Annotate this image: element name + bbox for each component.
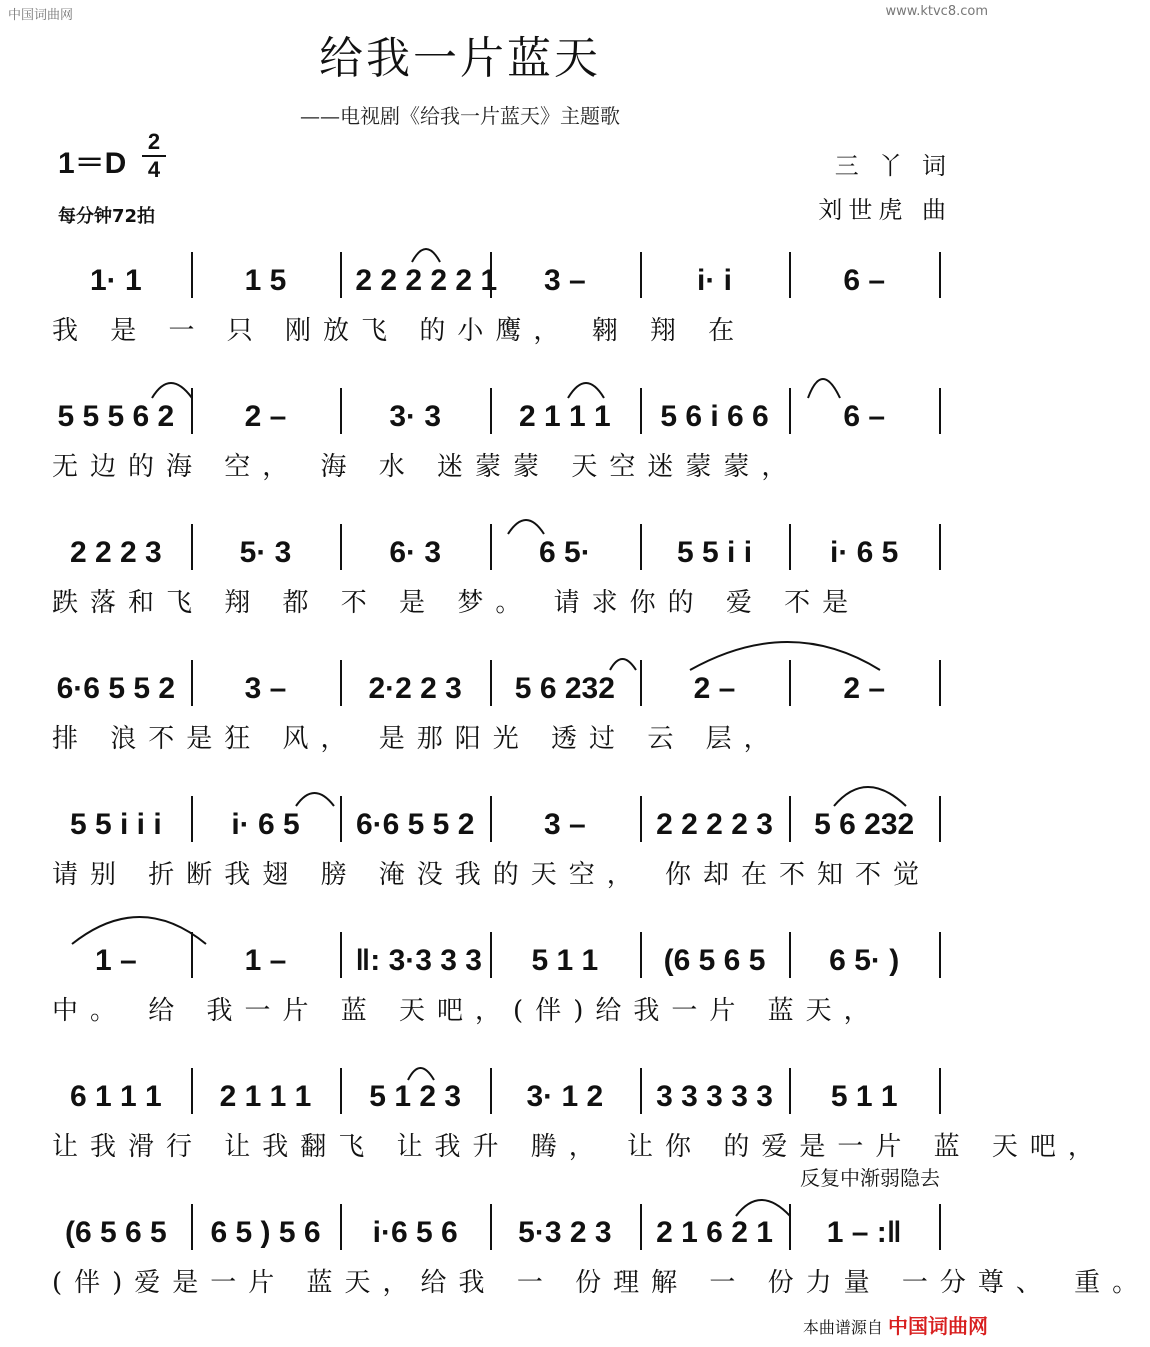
bar-line <box>640 1068 642 1114</box>
bar-line <box>640 796 642 842</box>
bar-line <box>939 660 941 706</box>
measure: 5 1 1 <box>531 944 599 977</box>
lyrics-line: (伴)爱是一片 蓝天，给我 一 份理解 一 份力量 一分尊、 重。 <box>52 1268 1150 1298</box>
measure: 6 – <box>843 400 886 433</box>
measure: 2 – <box>244 400 287 433</box>
bar-line <box>640 932 642 978</box>
bar-line <box>640 524 642 570</box>
bar-line <box>789 1204 791 1250</box>
score-row <box>0 1190 1150 1326</box>
measure: 2 1 1 1 <box>518 400 611 433</box>
bar-line <box>640 388 642 434</box>
bar-line <box>490 388 492 434</box>
measure: 2 2 2 2 3 <box>656 808 773 841</box>
composer-credit: 刘世虎 曲 <box>818 196 952 224</box>
bar-line <box>490 796 492 842</box>
lyrics-line: 请别 折断我翅 膀 淹没我的天空， 你却在不知不觉 <box>52 860 932 890</box>
measure: 6 1 1 1 <box>69 1080 162 1113</box>
notation-line <box>56 918 954 978</box>
score-row <box>0 782 1000 918</box>
measure: (6 5 6 5 <box>663 944 766 977</box>
measure: 5 6 232 <box>514 672 615 705</box>
bar-line <box>939 932 941 978</box>
measure: i· 6 5 <box>830 536 899 569</box>
measure: 6 5 ) 5 6 <box>210 1216 321 1249</box>
bar-line <box>191 524 193 570</box>
tempo-marking: 每分钟72拍 <box>58 206 156 227</box>
notation-line <box>56 374 954 434</box>
measure: 2 – <box>843 672 886 705</box>
score-row <box>0 238 1000 374</box>
bar-line <box>490 524 492 570</box>
watermark-left: 中国词曲网 <box>8 8 74 23</box>
bar-line <box>490 932 492 978</box>
bar-line <box>640 1204 642 1250</box>
bar-line <box>640 660 642 706</box>
measure: 1 – <box>244 944 287 977</box>
bar-line <box>490 660 492 706</box>
bar-line <box>191 1204 193 1250</box>
bar-line <box>340 1068 342 1114</box>
measure: 2 2 2 3 <box>69 536 162 569</box>
bar-line <box>191 252 193 298</box>
bar-line <box>939 796 941 842</box>
lyrics-line: 跌落和飞 翔 都 不 是 梦。 请求你的 爱 不是 <box>52 588 861 618</box>
bar-line <box>789 252 791 298</box>
measure: 6 – <box>843 264 886 297</box>
bar-line <box>789 932 791 978</box>
measure: (6 5 6 5 <box>64 1216 167 1249</box>
measure: 5 5 i i <box>677 536 753 569</box>
measure: 5 5 i i i <box>69 808 162 841</box>
bar-line <box>939 1068 941 1114</box>
bar-line <box>789 1068 791 1114</box>
measure: 5· 3 <box>239 536 292 569</box>
footer-source-label: 本曲谱源自 <box>802 1318 883 1337</box>
footer <box>803 1310 988 1339</box>
bar-line <box>191 660 193 706</box>
notation-line <box>56 510 954 570</box>
bar-line <box>191 796 193 842</box>
bar-line <box>340 932 342 978</box>
measure: i· i <box>697 264 733 297</box>
key-signature: 1＝D <box>58 147 127 180</box>
bar-line <box>340 252 342 298</box>
bar-line <box>789 796 791 842</box>
bar-line <box>340 1204 342 1250</box>
score-row <box>0 918 1000 1054</box>
lyrics-line: 排 浪不是狂 风， 是那阳光 透过 云 层， <box>52 724 782 754</box>
measure: 2 2 2 2 2 1 <box>355 264 498 297</box>
measure: 5 6 232 <box>814 808 915 841</box>
measure: ‖: 3·3 3 3 <box>355 944 482 977</box>
measure: i·6 5 6 <box>372 1216 458 1249</box>
score-row <box>0 510 1000 646</box>
notation-line <box>56 1054 954 1114</box>
watermark-right: www.ktvc8.com <box>885 4 988 19</box>
measure: 3· 1 2 <box>526 1080 604 1113</box>
measure: 3 3 3 3 3 <box>656 1080 773 1113</box>
bar-line <box>191 388 193 434</box>
bar-line <box>340 524 342 570</box>
bar-line <box>490 1204 492 1250</box>
measure: 3 – <box>543 808 586 841</box>
measure: 1 – :‖ <box>826 1216 902 1249</box>
bar-line <box>340 388 342 434</box>
measure: 5·3 2 3 <box>518 1216 612 1249</box>
meter-top: 2 <box>147 129 161 154</box>
measure: 2·2 2 3 <box>368 672 462 705</box>
bar-line <box>490 1068 492 1114</box>
lyrics-line: 让我滑行 让我翻飞 让我升 腾， 让你 的爱是一片 蓝 天吧， <box>52 1132 1106 1162</box>
measure: 2 – <box>693 672 736 705</box>
bar-line <box>490 252 492 298</box>
bar-line <box>191 1068 193 1114</box>
score-row <box>0 374 1000 510</box>
measure: 6·6 5 5 2 <box>56 672 176 705</box>
lyrics-line: 无边的海 空， 海 水 迷蒙蒙 天空迷蒙蒙， <box>52 452 800 482</box>
bar-line <box>789 524 791 570</box>
measure: 6·6 5 5 2 <box>355 808 475 841</box>
bar-line <box>340 796 342 842</box>
time-signature <box>142 130 166 182</box>
lyrics-line: 我 是 一 只 刚放飞 的小鹰， 翱 翔 在 <box>52 316 747 346</box>
measure: 1 5 <box>244 264 287 297</box>
measure: 2 1 1 1 <box>219 1080 312 1113</box>
measure: 6 5· ) <box>829 944 900 977</box>
measure: 3· 3 <box>389 400 442 433</box>
measure: 3 – <box>543 264 586 297</box>
measure: 1· 1 <box>89 264 142 297</box>
measure: i· 6 5 <box>231 808 300 841</box>
bar-line <box>939 524 941 570</box>
measure: 5 6 i 6 6 <box>660 400 769 433</box>
notation-line <box>56 646 954 706</box>
measure: 5 1 2 3 <box>369 1080 462 1113</box>
measure: 3 – <box>244 672 287 705</box>
song-title: 给我一片蓝天 <box>319 33 601 84</box>
score-row <box>0 646 1000 782</box>
bar-line <box>789 660 791 706</box>
measure: 5 1 1 <box>830 1080 898 1113</box>
notation-line <box>56 782 954 842</box>
bar-line <box>789 388 791 434</box>
meter-bottom: 4 <box>147 157 161 182</box>
measure: 6· 3 <box>389 536 442 569</box>
measure: 1 – <box>94 944 137 977</box>
footer-brand: 中国词曲网 <box>888 1314 988 1338</box>
bar-line <box>939 388 941 434</box>
bar-line <box>191 932 193 978</box>
notation-line <box>56 238 954 298</box>
lyrics-line: 中。 给 我一片 蓝 天吧，(伴)给我一片 蓝天， <box>52 996 882 1026</box>
measure: 2 1 6 2 1 <box>656 1216 773 1249</box>
bar-line <box>939 252 941 298</box>
bar-line <box>640 252 642 298</box>
measure: 5 5 5 6 2 <box>57 400 175 433</box>
lyricist-credit: 三 丫 词 <box>834 152 952 180</box>
song-subtitle: ——电视剧《给我一片蓝天》主题歌 <box>300 104 620 128</box>
bar-line <box>939 1204 941 1250</box>
performance-note: 反复中渐弱隐去 <box>800 1166 940 1190</box>
notation-line <box>56 1190 954 1250</box>
bar-line <box>340 660 342 706</box>
measure: 6 5· <box>539 536 591 569</box>
